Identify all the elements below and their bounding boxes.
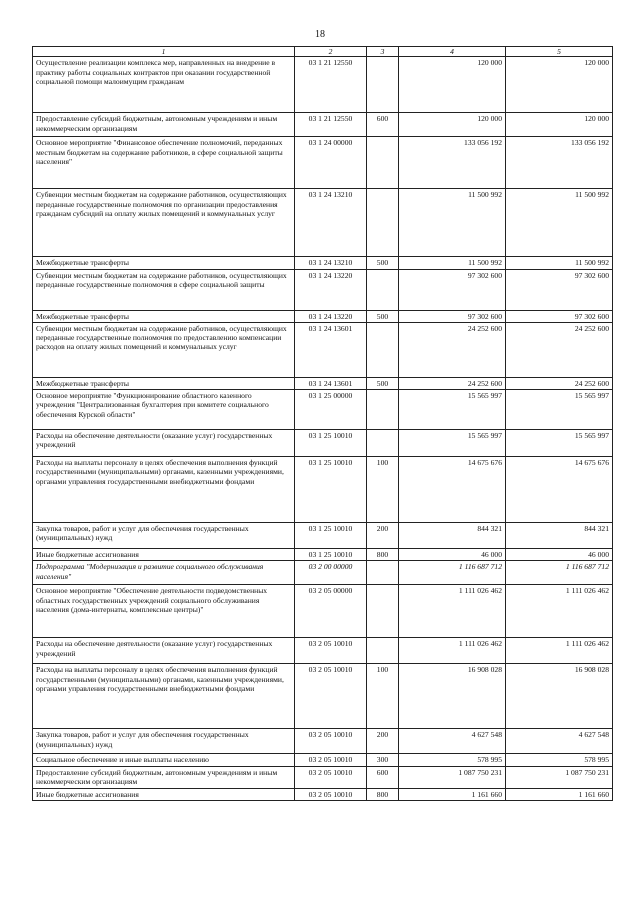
- table-row: [33, 638, 613, 664]
- row-amount-2: 15 565 997: [506, 390, 613, 430]
- row-name: Расходы на выплаты персоналу в целях обеспечения выполнения функций государственными (муниципальными) органами, казенными учреждениями, органами управления государственными внебюджетными фондами: [33, 664, 295, 729]
- column-number-row: [33, 47, 613, 57]
- row-name: Субвенции местным бюджетам на содержание работников, осуществляющих переданные государственные полномочия по организации предоставления гражданам субсидий на оплату жилых помещений и коммунальных услуг: [33, 189, 295, 257]
- row-amount-1: 133 056 192: [399, 137, 506, 189]
- table-row: [33, 113, 613, 137]
- row-name: Субвенции местным бюджетам на содержание работников, осуществляющих переданные государственные полномочия по предоставлению компенсации расходов на оплату жилых помещений и коммунальных услуг: [33, 322, 295, 377]
- row-amount-1: 16 908 028: [399, 664, 506, 729]
- row-name: Закупка товаров, работ и услуг для обеспечения государственных (муниципальных) нужд: [33, 729, 295, 754]
- table-row: [33, 430, 613, 457]
- row-expense-type: [367, 585, 399, 638]
- row-expense-type: 800: [367, 549, 399, 561]
- row-amount-1: 97 302 600: [399, 310, 506, 322]
- row-code: 03 1 21 12550: [295, 113, 367, 137]
- row-amount-2: 11 500 992: [506, 257, 613, 269]
- row-amount-1: 1 111 026 462: [399, 638, 506, 664]
- row-amount-1: 120 000: [399, 57, 506, 113]
- row-code: 03 2 05 00000: [295, 585, 367, 638]
- row-name: Субвенции местным бюджетам на содержание работников, осуществляющих переданные государственные полномочия в сфере социальной защиты: [33, 269, 295, 310]
- row-amount-2: 15 565 997: [506, 430, 613, 457]
- row-amount-2: 97 302 600: [506, 269, 613, 310]
- table-row: [33, 322, 613, 377]
- row-expense-type: 500: [367, 257, 399, 269]
- row-amount-2: 1 111 026 462: [506, 638, 613, 664]
- row-amount-2: 1 087 750 231: [506, 766, 613, 788]
- table-row: [33, 137, 613, 189]
- row-expense-type: [367, 322, 399, 377]
- row-amount-2: 133 056 192: [506, 137, 613, 189]
- row-amount-2: 11 500 992: [506, 189, 613, 257]
- table-row: [33, 377, 613, 389]
- row-name: Иные бюджетные ассигнования: [33, 788, 295, 800]
- row-amount-1: 46 000: [399, 549, 506, 561]
- row-name: Осуществление реализации комплекса мер, направленных на внедрение в практику работы социальных контрактов при оказании государственной социальной помощи малоимущим гражданам: [33, 57, 295, 113]
- table-row: [33, 766, 613, 788]
- row-name: Расходы на обеспечение деятельности (оказание услуг) государственных учреждений: [33, 638, 295, 664]
- row-code: 03 1 24 13220: [295, 269, 367, 310]
- row-expense-type: 500: [367, 377, 399, 389]
- row-expense-type: 200: [367, 729, 399, 754]
- row-amount-2: 1 111 026 462: [506, 585, 613, 638]
- row-amount-1: 844 321: [399, 523, 506, 549]
- row-amount-1: 24 252 600: [399, 377, 506, 389]
- row-expense-type: [367, 137, 399, 189]
- row-expense-type: [367, 269, 399, 310]
- row-expense-type: 800: [367, 788, 399, 800]
- row-amount-2: 578 995: [506, 754, 613, 766]
- row-name: Основное мероприятие "Функционирование областного казенного учреждения "Централизованная бухгалтерия при комитете социального обеспечения Курской области": [33, 390, 295, 430]
- row-name: Предоставление субсидий бюджетным, автономным учреждениям и иным некоммерческим организациям: [33, 766, 295, 788]
- row-code: 03 1 24 13220: [295, 310, 367, 322]
- table-row: [33, 754, 613, 766]
- row-expense-type: 300: [367, 754, 399, 766]
- row-amount-2: 14 675 676: [506, 457, 613, 523]
- row-code: 03 1 24 13601: [295, 377, 367, 389]
- row-expense-type: [367, 638, 399, 664]
- row-amount-1: 120 000: [399, 113, 506, 137]
- row-amount-1: 15 565 997: [399, 430, 506, 457]
- row-amount-2: 4 627 548: [506, 729, 613, 754]
- row-name: Основное мероприятие "Финансовое обеспечение полномочий, переданных местным бюджетам на содержание работников, в сфере социальной защиты населения": [33, 137, 295, 189]
- row-amount-1: 97 302 600: [399, 269, 506, 310]
- row-amount-1: 1 116 687 712: [399, 561, 506, 585]
- row-code: 03 2 05 10010: [295, 788, 367, 800]
- row-code: 03 1 25 10010: [295, 523, 367, 549]
- row-code: 03 1 25 10010: [295, 549, 367, 561]
- row-name: Подпрограмма "Модернизация и развитие социального обслуживания населения": [33, 561, 295, 585]
- row-code: 03 1 25 00000: [295, 390, 367, 430]
- row-amount-1: 11 500 992: [399, 189, 506, 257]
- row-amount-2: 24 252 600: [506, 322, 613, 377]
- row-amount-2: 120 000: [506, 57, 613, 113]
- row-code: 03 2 00 00000: [295, 561, 367, 585]
- row-code: 03 1 24 13210: [295, 189, 367, 257]
- row-code: 03 1 24 13210: [295, 257, 367, 269]
- column-header: 4: [399, 47, 506, 57]
- budget-table: [32, 46, 613, 801]
- row-expense-type: 100: [367, 664, 399, 729]
- row-amount-2: 46 000: [506, 549, 613, 561]
- row-amount-2: 844 321: [506, 523, 613, 549]
- row-code: 03 2 05 10010: [295, 638, 367, 664]
- row-amount-2: 97 302 600: [506, 310, 613, 322]
- row-amount-1: 14 675 676: [399, 457, 506, 523]
- column-header: 2: [295, 47, 367, 57]
- table-row: [33, 523, 613, 549]
- row-amount-1: 15 565 997: [399, 390, 506, 430]
- row-amount-1: 4 627 548: [399, 729, 506, 754]
- row-name: Межбюджетные трансферты: [33, 310, 295, 322]
- row-expense-type: [367, 189, 399, 257]
- row-code: 03 1 24 00000: [295, 137, 367, 189]
- row-amount-2: 120 000: [506, 113, 613, 137]
- row-name: Основное мероприятие "Обеспечение деятельности подведомственных областных государственных учреждений социального обслуживания населения (дома-интернаты, комплексные центры)": [33, 585, 295, 638]
- table-row: [33, 788, 613, 800]
- row-amount-1: 1 087 750 231: [399, 766, 506, 788]
- row-expense-type: [367, 57, 399, 113]
- row-amount-2: 24 252 600: [506, 377, 613, 389]
- row-amount-2: 16 908 028: [506, 664, 613, 729]
- column-header: 3: [367, 47, 399, 57]
- row-code: 03 1 25 10010: [295, 457, 367, 523]
- row-amount-1: 1 111 026 462: [399, 585, 506, 638]
- table-row: [33, 561, 613, 585]
- table-row: [33, 729, 613, 754]
- row-name: Расходы на выплаты персоналу в целях обеспечения выполнения функций государственными (муниципальными) органами, казенными учреждениями, органами управления государственными внебюджетными фондами: [33, 457, 295, 523]
- row-amount-1: 11 500 992: [399, 257, 506, 269]
- row-amount-1: 578 995: [399, 754, 506, 766]
- table-row: [33, 585, 613, 638]
- row-amount-1: 1 161 660: [399, 788, 506, 800]
- row-expense-type: 100: [367, 457, 399, 523]
- row-expense-type: 200: [367, 523, 399, 549]
- row-name: Социальное обеспечение и иные выплаты населению: [33, 754, 295, 766]
- row-code: 03 1 25 10010: [295, 430, 367, 457]
- row-name: Закупка товаров, работ и услуг для обеспечения государственных (муниципальных) нужд: [33, 523, 295, 549]
- row-expense-type: [367, 430, 399, 457]
- page-number: 18: [315, 29, 325, 40]
- row-name: Межбюджетные трансферты: [33, 377, 295, 389]
- row-amount-2: 1 161 660: [506, 788, 613, 800]
- table-row: [33, 390, 613, 430]
- row-name: Иные бюджетные ассигнования: [33, 549, 295, 561]
- row-expense-type: 600: [367, 766, 399, 788]
- row-name: Расходы на обеспечение деятельности (оказание услуг) государственных учреждений: [33, 430, 295, 457]
- table-row: [33, 269, 613, 310]
- table-row: [33, 57, 613, 113]
- column-header: 5: [506, 47, 613, 57]
- table-row: [33, 549, 613, 561]
- table-row: [33, 257, 613, 269]
- row-code: 03 1 21 12550: [295, 57, 367, 113]
- row-name: Межбюджетные трансферты: [33, 257, 295, 269]
- row-amount-2: 1 116 687 712: [506, 561, 613, 585]
- row-expense-type: [367, 561, 399, 585]
- row-code: 03 2 05 10010: [295, 766, 367, 788]
- row-expense-type: 500: [367, 310, 399, 322]
- row-amount-1: 24 252 600: [399, 322, 506, 377]
- row-name: Предоставление субсидий бюджетным, автономным учреждениям и иным некоммерческим организациям: [33, 113, 295, 137]
- row-code: 03 2 05 10010: [295, 754, 367, 766]
- table-row: [33, 189, 613, 257]
- row-code: 03 1 24 13601: [295, 322, 367, 377]
- column-header: 1: [33, 47, 295, 57]
- row-expense-type: [367, 390, 399, 430]
- row-code: 03 2 05 10010: [295, 729, 367, 754]
- table-row: [33, 310, 613, 322]
- row-code: 03 2 05 10010: [295, 664, 367, 729]
- table-row: [33, 664, 613, 729]
- row-expense-type: 600: [367, 113, 399, 137]
- table-row: [33, 457, 613, 523]
